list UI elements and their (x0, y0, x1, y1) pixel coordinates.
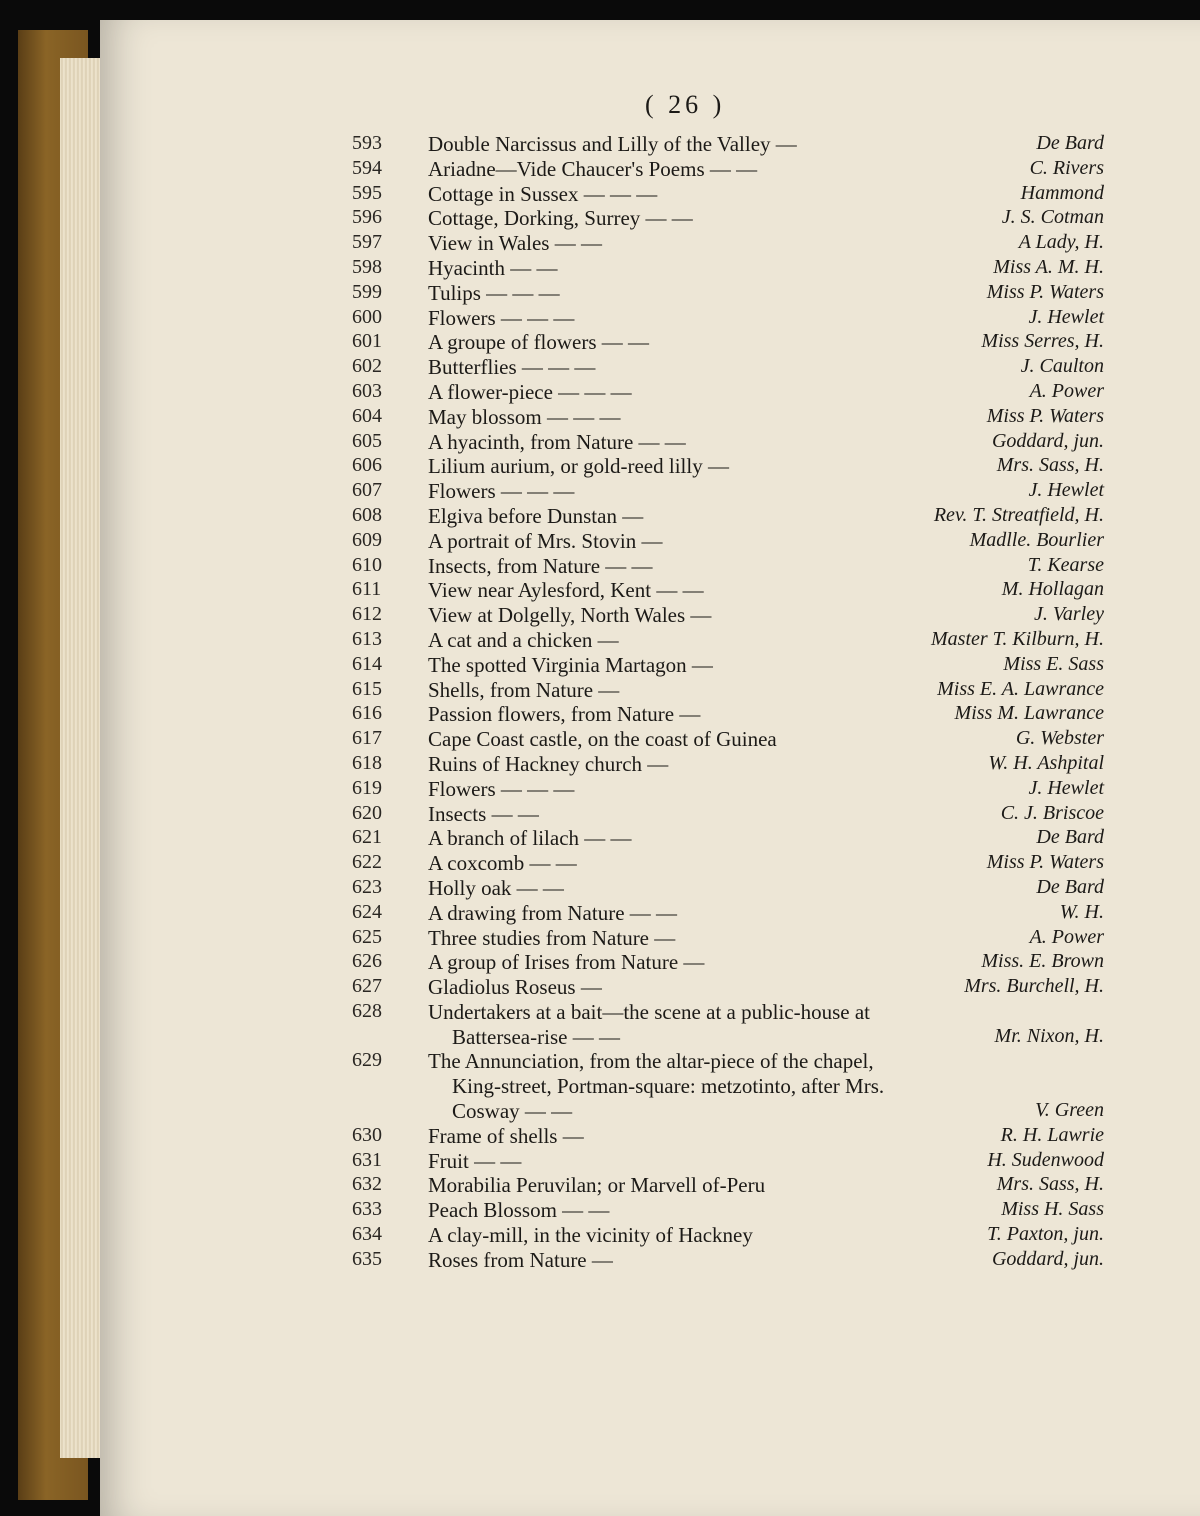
entry-artist: Miss P. Waters (986, 404, 1104, 427)
entry-number: 594 (352, 156, 382, 179)
entry-number: 603 (352, 379, 382, 402)
entry-artist: R. H. Lawrie (1000, 1123, 1104, 1146)
entry-title: Fruit — — (428, 1148, 522, 1173)
entry-title: Flowers — — — (428, 776, 575, 801)
entry-title: Cottage in Sussex — — — (428, 181, 658, 206)
catalogue-entry (0, 1198, 1200, 1223)
entry-title: A hyacinth, from Nature — — (428, 429, 686, 454)
catalogue-entry (0, 628, 1200, 653)
catalogue-entry (0, 231, 1200, 256)
catalogue-entry (0, 777, 1200, 802)
entry-artist: Miss P. Waters (986, 280, 1104, 303)
entry-number: 616 (352, 702, 382, 725)
entry-artist: Madlle. Bourlier (969, 528, 1104, 551)
catalogue-entry (0, 405, 1200, 430)
entry-number: 602 (352, 355, 382, 378)
entry-artist: T. Kearse (1027, 553, 1104, 576)
entry-artist: Rev. T. Streatfield, H. (933, 503, 1104, 526)
entry-number: 622 (352, 851, 382, 874)
entry-title: Battersea-rise — — (452, 1024, 620, 1049)
entry-number: 625 (352, 925, 382, 948)
entry-title: Cosway — — (452, 1099, 573, 1124)
catalogue-entry (0, 504, 1200, 529)
entry-title: Lilium aurium, or gold-reed lilly — (428, 454, 729, 479)
entry-title: Peach Blossom — — (428, 1198, 610, 1223)
entry-artist: Miss H. Sass (1001, 1198, 1104, 1221)
entry-artist: Goddard, jun. (991, 429, 1104, 452)
entry-number: 595 (352, 181, 382, 204)
entry-number: 612 (352, 603, 382, 626)
entry-title: The Annunciation, from the altar-piece of the chapel, (428, 1049, 874, 1074)
entry-number: 619 (352, 776, 382, 799)
catalogue-entry (0, 157, 1200, 182)
entry-title: Holly oak — — (428, 875, 564, 900)
entry-number: 633 (352, 1198, 382, 1221)
entry-number: 611 (352, 578, 382, 601)
entry-artist: Miss P. Waters (986, 851, 1104, 874)
entry-number: 629 (352, 1049, 382, 1072)
entry-artist: J. S. Cotman (1001, 206, 1104, 229)
entry-number: 615 (352, 677, 382, 700)
entry-number: 597 (352, 231, 382, 254)
catalogue-entry (0, 554, 1200, 579)
catalogue-entry (0, 355, 1200, 380)
entry-artist: J. Hewlet (1028, 305, 1104, 328)
catalogue-entry (0, 678, 1200, 703)
catalogue-entry (0, 901, 1200, 926)
entry-number: 634 (352, 1223, 382, 1246)
entry-title: Cape Coast castle, on the coast of Guinea (428, 727, 777, 752)
entry-number: 610 (352, 553, 382, 576)
entry-title: Cottage, Dorking, Surrey — — (428, 206, 693, 231)
catalogue-entry (0, 1025, 1200, 1050)
entry-artist: Miss Serres, H. (981, 330, 1104, 353)
entry-title: Frame of shells — (428, 1123, 584, 1148)
entry-title: The spotted Virginia Martagon — (428, 652, 713, 677)
entry-number: 617 (352, 727, 382, 750)
catalogue-entry (0, 1099, 1200, 1124)
entry-number: 614 (352, 652, 382, 675)
entry-title: A portrait of Mrs. Stovin — (428, 528, 663, 553)
entry-artist: W. H. Ashpital (988, 751, 1104, 774)
entry-artist: J. Hewlet (1028, 776, 1104, 799)
entry-artist: A. Power (1029, 925, 1104, 948)
catalogue-entry (0, 851, 1200, 876)
entry-number: 596 (352, 206, 382, 229)
entry-number: 607 (352, 479, 382, 502)
catalogue-entry (0, 1000, 1200, 1025)
entry-number: 623 (352, 875, 382, 898)
entry-title: Insects, from Nature — — (428, 553, 653, 578)
catalogue-entry (0, 926, 1200, 951)
catalogue-entry (0, 479, 1200, 504)
entry-artist: V. Green (1035, 1099, 1104, 1122)
entry-number: 598 (352, 255, 382, 278)
entry-number: 631 (352, 1148, 382, 1171)
entry-number: 601 (352, 330, 382, 353)
entry-title: Morabilia Peruvilan; or Marvell of-Peru (428, 1173, 766, 1198)
entry-title: Double Narcissus and Lilly of the Valley — (428, 132, 797, 156)
entry-title: Shells, from Nature — (428, 677, 620, 702)
entry-number: 609 (352, 528, 382, 551)
entry-number: 632 (352, 1173, 382, 1196)
entry-artist: A Lady, H. (1018, 231, 1104, 254)
entry-title: Ariadne—Vide Chaucer's Poems — — (428, 156, 758, 181)
entry-artist: De Bard (1036, 826, 1104, 849)
catalogue-entry (0, 727, 1200, 752)
catalogue-entry (0, 306, 1200, 331)
entry-title: Undertakers at a bait—the scene at a public-house at (428, 999, 870, 1024)
catalogue-list (0, 132, 1200, 1273)
entry-artist: M. Hollagan (1001, 578, 1104, 601)
catalogue-entry (0, 1248, 1200, 1273)
entry-number: 605 (352, 429, 382, 452)
catalogue-entry (0, 430, 1200, 455)
entry-artist: Miss. E. Brown (981, 950, 1104, 973)
entry-number: 635 (352, 1247, 382, 1270)
entry-number: 600 (352, 305, 382, 328)
entry-artist: T. Paxton, jun. (987, 1223, 1104, 1246)
catalogue-entry (0, 1149, 1200, 1174)
entry-number: 608 (352, 503, 382, 526)
entry-artist: Mrs. Sass, H. (996, 1173, 1104, 1196)
entry-number: 606 (352, 454, 382, 477)
entry-artist: Miss E. Sass (1003, 652, 1104, 675)
catalogue-entry (0, 206, 1200, 231)
catalogue-entry (0, 603, 1200, 628)
entry-artist: C. J. Briscoe (1000, 801, 1104, 824)
entry-title: A group of Irises from Nature — (428, 950, 705, 975)
entry-title: Tulips — — — (428, 280, 560, 305)
entry-title: View at Dolgelly, North Wales — (428, 603, 712, 628)
entry-title: Flowers — — — (428, 479, 575, 504)
catalogue-entry (0, 802, 1200, 827)
entry-title: Butterflies — — — (428, 355, 596, 380)
entry-title: Roses from Nature — (428, 1247, 613, 1272)
entry-artist: De Bard (1036, 875, 1104, 898)
entry-number: 628 (352, 999, 382, 1022)
entry-artist: J. Caulton (1020, 355, 1104, 378)
entry-number: 624 (352, 900, 382, 923)
catalogue-entry (0, 1223, 1200, 1248)
catalogue-entry (0, 702, 1200, 727)
entry-artist: J. Hewlet (1028, 479, 1104, 502)
entry-title: Ruins of Hackney church — (428, 751, 669, 776)
page-number: ( 26 ) (645, 90, 726, 119)
entry-artist: A. Power (1029, 379, 1104, 402)
catalogue-entry (0, 330, 1200, 355)
catalogue-entry (0, 950, 1200, 975)
catalogue-entry (0, 529, 1200, 554)
entry-artist: H. Sudenwood (987, 1148, 1104, 1171)
entry-artist: J. Varley (1034, 603, 1104, 626)
entry-number: 621 (352, 826, 382, 849)
catalogue-entry (0, 975, 1200, 1000)
entry-artist: Miss A. M. H. (993, 255, 1104, 278)
entry-artist: W. H. (1059, 900, 1104, 923)
catalogue-entry (0, 1074, 1200, 1099)
entry-artist: De Bard (1036, 132, 1104, 154)
catalogue-entry (0, 256, 1200, 281)
catalogue-entry (0, 454, 1200, 479)
entry-title: A branch of lilach — — (428, 826, 632, 851)
entry-artist: G. Webster (1015, 727, 1104, 750)
entry-title: Three studies from Nature — (428, 925, 676, 950)
entry-title: King-street, Portman-square: metzotinto, after Mrs. (452, 1074, 885, 1099)
entry-title: May blossom — — — (428, 404, 621, 429)
entry-number: 618 (352, 751, 382, 774)
entry-number: 593 (352, 132, 382, 154)
entry-title: Flowers — — — (428, 305, 575, 330)
catalogue-entry (0, 876, 1200, 901)
catalogue-entry (0, 826, 1200, 851)
catalogue-entry (0, 132, 1200, 157)
catalogue-entry (0, 182, 1200, 207)
entry-number: 599 (352, 280, 382, 303)
entry-title: View in Wales — — (428, 231, 602, 256)
catalogue-entry (0, 653, 1200, 678)
entry-artist: Mrs. Burchell, H. (964, 975, 1104, 998)
entry-title: A cat and a chicken — (428, 627, 619, 652)
catalogue-entry (0, 752, 1200, 777)
catalogue-entry (0, 1173, 1200, 1198)
entry-number: 627 (352, 975, 382, 998)
entry-number: 630 (352, 1123, 382, 1146)
entry-number: 604 (352, 404, 382, 427)
entry-title: Hyacinth — — (428, 255, 558, 280)
entry-number: 626 (352, 950, 382, 973)
entry-title: A drawing from Nature — — (428, 900, 678, 925)
entry-title: Passion flowers, from Nature — (428, 702, 701, 727)
entry-artist: Goddard, jun. (991, 1247, 1104, 1270)
entry-title: View near Aylesford, Kent — — (428, 578, 704, 603)
catalogue-entry (0, 1124, 1200, 1149)
entry-title: Elgiva before Dunstan — (428, 503, 644, 528)
entry-artist: C. Rivers (1029, 156, 1104, 179)
entry-title: A flower-piece — — — (428, 379, 632, 404)
entry-artist: Mr. Nixon, H. (994, 1024, 1104, 1047)
entry-title: A coxcomb — — (428, 851, 577, 876)
entry-artist: Mrs. Sass, H. (996, 454, 1104, 477)
entry-artist: Hammond (1020, 181, 1104, 204)
entry-artist: Miss E. A. Lawrance (937, 677, 1104, 700)
catalogue-entry (0, 578, 1200, 603)
catalogue-entry (0, 1049, 1200, 1074)
entry-title: Gladiolus Roseus — (428, 975, 602, 1000)
entry-title: Insects — — (428, 801, 539, 826)
catalogue-entry (0, 380, 1200, 405)
entry-artist: Master T. Kilburn, H. (931, 627, 1104, 650)
catalogue-entry (0, 281, 1200, 306)
entry-title: A clay-mill, in the vicinity of Hackney (428, 1223, 753, 1248)
entry-number: 620 (352, 801, 382, 824)
entry-artist: Miss M. Lawrance (954, 702, 1104, 725)
entry-title: A groupe of flowers — — (428, 330, 650, 355)
entry-number: 613 (352, 627, 382, 650)
